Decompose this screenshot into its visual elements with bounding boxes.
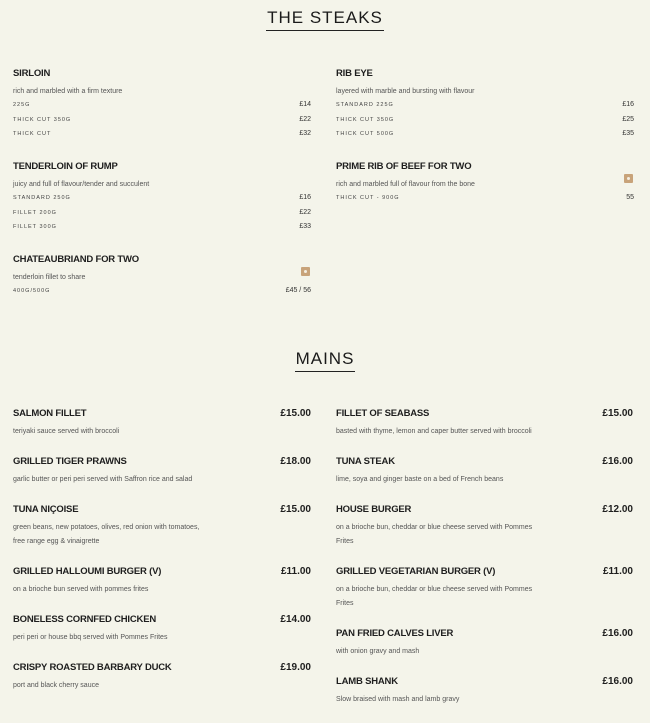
steak-option — [13, 285, 311, 300]
steak-name: CHATEAUBRIAND FOR TWO — [13, 254, 139, 265]
mains-right-column — [336, 407, 633, 723]
steak-description-text: juicy and full of flavour/tender and succulent — [13, 181, 150, 188]
option-label: 400G/500G — [13, 288, 51, 294]
main-description: on a brioche bun, cheddar or blue cheese served with Pommes Frites — [336, 524, 533, 545]
info-badge-icon — [301, 267, 310, 276]
main-name — [13, 661, 311, 679]
main-name-text: SALMON FILLET — [13, 408, 87, 419]
main-name — [336, 503, 633, 521]
steak-name: RIB EYE — [336, 68, 373, 79]
steak-option — [13, 114, 311, 129]
main-item — [336, 503, 633, 549]
option-price: £45 / 56 — [285, 287, 311, 294]
steak-option — [336, 99, 634, 114]
option-price: £32 — [299, 130, 311, 137]
info-badge-icon — [624, 174, 633, 183]
main-name-text: BONELESS CORNFED CHICKEN — [13, 614, 156, 625]
steak-option — [336, 192, 634, 207]
option-price: 55 — [626, 194, 634, 201]
steak-option — [13, 99, 311, 114]
steak-item — [13, 67, 311, 143]
steak-option — [336, 128, 634, 143]
main-description: Slow braised with mash and lamb gravy — [336, 696, 460, 703]
option-label: 225G — [13, 102, 31, 108]
main-name — [13, 565, 311, 583]
option-price: £33 — [299, 223, 311, 230]
main-price: £18.00 — [280, 456, 311, 467]
main-item — [336, 407, 633, 439]
main-name-text: GRILLED TIGER PRAWNS — [13, 456, 127, 467]
steak-item — [336, 67, 634, 143]
main-price: £16.00 — [602, 676, 633, 687]
main-price: £12.00 — [602, 504, 633, 515]
option-label: FILLET 200G — [13, 209, 57, 216]
option-label: THICK CUT 500G — [336, 131, 395, 137]
steak-option — [13, 207, 311, 222]
main-name-text: TUNA NIÇOISE — [13, 504, 79, 515]
main-price: £14.00 — [280, 614, 311, 625]
steak-item — [13, 160, 311, 236]
steak-description — [13, 85, 311, 99]
main-item — [336, 455, 633, 487]
main-price: £11.00 — [280, 566, 311, 577]
main-price: £16.00 — [602, 456, 633, 467]
main-description: lime, soya and ginger baste on a bed of French beans — [336, 476, 504, 483]
main-price: £11.00 — [602, 566, 633, 577]
steak-description — [336, 85, 634, 99]
main-description: green beans, new potatoes, olives, red onion with tomatoes, free range egg & vinaigrette — [13, 524, 200, 545]
option-price: £35 — [622, 130, 634, 137]
main-name-text: HOUSE BURGER — [336, 504, 412, 515]
main-name — [336, 675, 633, 693]
main-item — [336, 627, 633, 659]
steak-description — [336, 178, 634, 192]
mains-heading: MAINS — [0, 349, 650, 372]
main-name-text: GRILLED HALLOUMI BURGER (V) — [13, 566, 162, 577]
option-label: STANDARD 250G — [13, 195, 71, 201]
main-name — [13, 455, 311, 473]
steak-item — [336, 160, 634, 207]
main-price: £16.00 — [602, 628, 633, 639]
main-price: £19.00 — [280, 662, 311, 673]
steak-item — [13, 253, 311, 300]
steaks-left-column — [13, 67, 311, 317]
steak-description-text: rich and marbled with a firm texture — [13, 88, 123, 95]
main-name — [336, 627, 633, 645]
steak-name: SIRLOIN — [13, 68, 51, 79]
option-price: £22 — [299, 208, 311, 216]
main-item — [336, 675, 633, 707]
steak-option — [13, 128, 311, 143]
main-description: with onion gravy and mash — [336, 648, 420, 655]
option-label: THICK CUT 350G — [336, 116, 395, 123]
main-price: £15.00 — [602, 408, 633, 419]
option-price: £25 — [622, 115, 634, 123]
main-item — [336, 565, 633, 611]
main-price: £15.00 — [280, 408, 311, 419]
main-name-text: FILLET OF SEABASS — [336, 408, 430, 419]
option-label: THICK CUT - 900G — [336, 195, 400, 201]
main-description: basted with thyme, lemon and caper butter served with broccoli — [336, 428, 532, 435]
main-name — [336, 565, 633, 583]
option-price: £16 — [622, 101, 634, 108]
main-description: on a brioche bun served with pommes frites — [13, 586, 149, 593]
main-item — [13, 503, 311, 549]
main-description: on a brioche bun, cheddar or blue cheese served with Pommes Frites — [336, 586, 533, 607]
steak-option — [13, 221, 311, 236]
main-description: teriyaki sauce served with broccoli — [13, 428, 120, 435]
main-name-text: GRILLED VEGETARIAN BURGER (V) — [336, 566, 496, 577]
steaks-heading: THE STEAKS — [0, 8, 650, 31]
option-label: THICK CUT — [13, 131, 52, 137]
steak-description — [13, 178, 311, 192]
steak-description-text: tenderloin fillet to share — [13, 274, 86, 281]
main-description: port and black cherry sauce — [13, 682, 99, 689]
option-label: STANDARD 225G — [336, 102, 394, 108]
option-label: THICK CUT 350G — [13, 116, 72, 123]
option-price: £22 — [299, 115, 311, 123]
option-price: £16 — [299, 194, 311, 201]
mains-left-column — [13, 407, 311, 709]
option-price: £14 — [299, 101, 311, 108]
main-description: garlic butter or peri peri served with Saffron rice and salad — [13, 476, 193, 483]
main-description: peri peri or house bbq served with Pommes Frites — [13, 634, 168, 641]
steak-description — [13, 271, 311, 285]
main-price: £15.00 — [280, 504, 311, 515]
steak-name: TENDERLOIN OF RUMP — [13, 161, 118, 172]
main-name — [336, 455, 633, 473]
steaks-right-column — [336, 67, 634, 224]
main-name-text: CRISPY ROASTED BARBARY DUCK — [13, 662, 172, 673]
main-item — [13, 407, 311, 439]
main-item — [13, 455, 311, 487]
main-name-text: TUNA STEAK — [336, 456, 395, 467]
main-name — [13, 613, 311, 631]
steak-option — [13, 192, 311, 207]
steak-description-text: layered with marble and bursting with flavour — [336, 88, 475, 95]
main-name-text: LAMB SHANK — [336, 676, 398, 687]
main-item — [13, 661, 311, 693]
steak-option — [336, 114, 634, 129]
main-item — [13, 613, 311, 645]
steak-name: PRIME RIB OF BEEF FOR TWO — [336, 161, 472, 172]
main-name — [13, 503, 311, 521]
main-name — [13, 407, 311, 425]
main-name — [336, 407, 633, 425]
option-label: FILLET 300G — [13, 224, 57, 230]
steak-description-text: rich and marbled full of flavour from the bone — [336, 181, 475, 188]
main-item — [13, 565, 311, 597]
main-name-text: PAN FRIED CALVES LIVER — [336, 628, 454, 639]
